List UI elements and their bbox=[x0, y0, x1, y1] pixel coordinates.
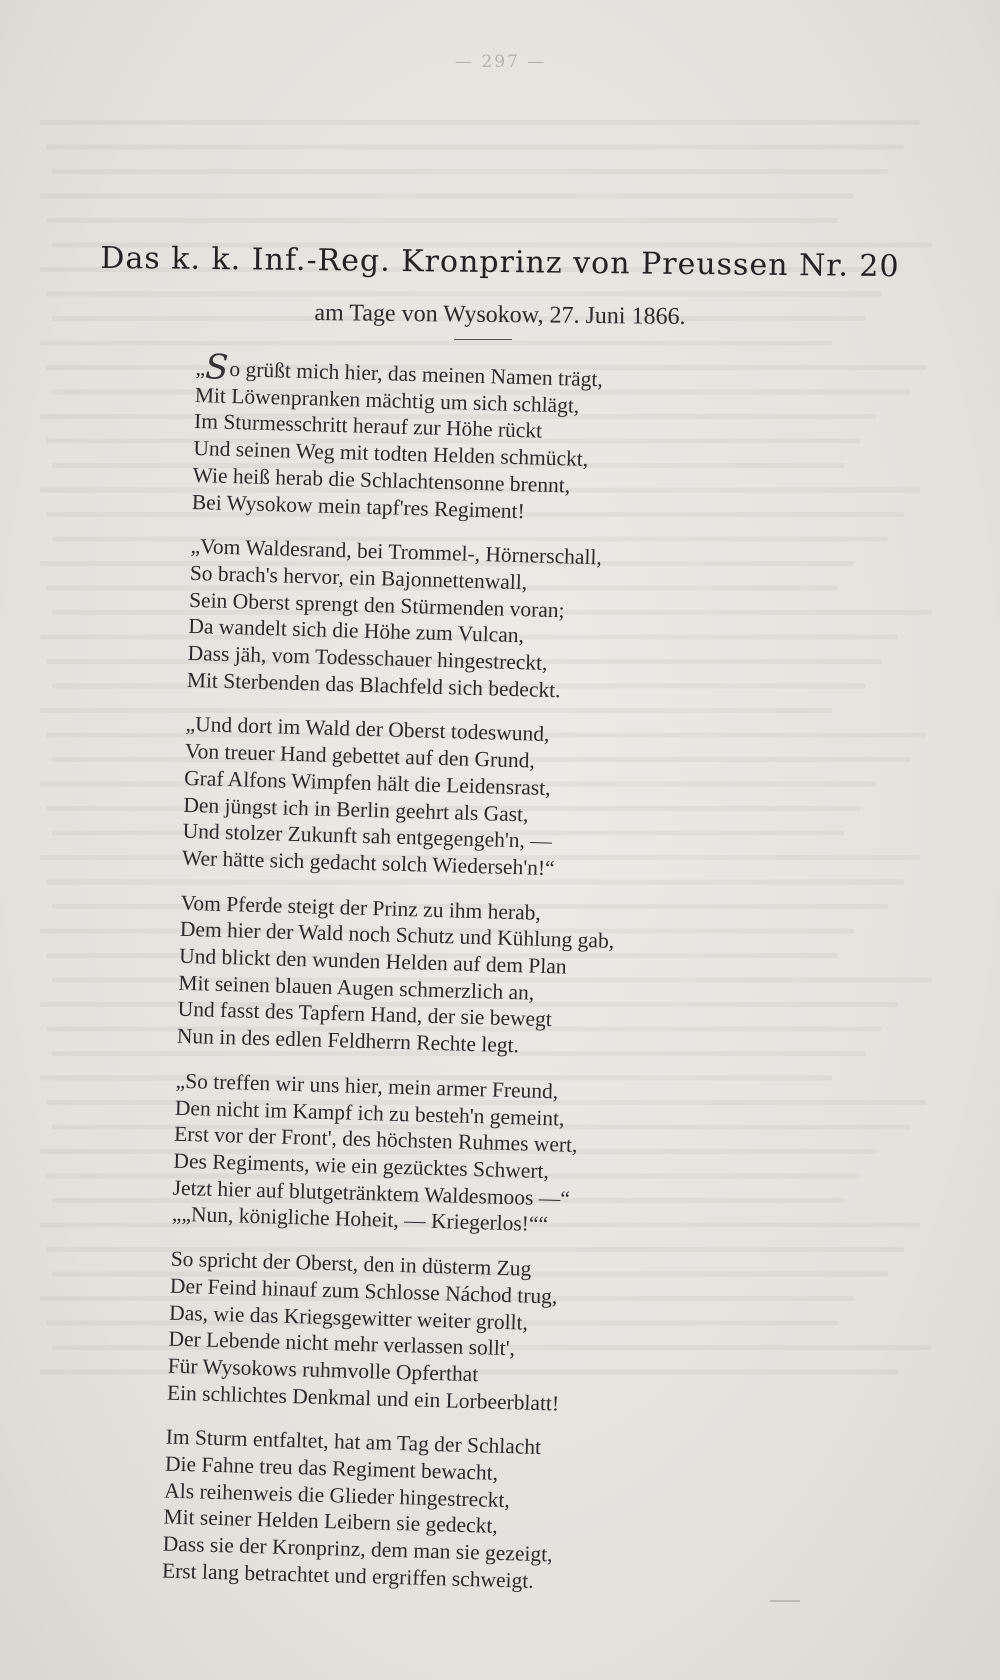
poem-stanza bbox=[191, 347, 756, 531]
poem-line-text: So spricht der Oberst, den in düsterm Zug bbox=[170, 1246, 532, 1281]
poem-line-text: Mit seinen blauen Augen schmerzlich an, bbox=[178, 970, 535, 1005]
poem-stanza bbox=[167, 1246, 731, 1422]
poem-line-text: Mit Löwenpranken mächtig um sich schlägt, bbox=[194, 382, 580, 418]
opening-quote: „ bbox=[195, 355, 206, 381]
poem-line-text: Dem hier der Wald noch Schutz und Kühlung gab, bbox=[179, 917, 615, 954]
ghost-text-line bbox=[52, 169, 888, 174]
poem-line-text: Graf Alfons Wimpfen hält die Leidensrast, bbox=[183, 765, 551, 800]
ghost-text-line bbox=[46, 145, 904, 150]
ornamental-initial: S bbox=[204, 347, 230, 388]
poem-line-text: „Vom Waldesrand, bei Trommel-, Hörnerschall, bbox=[190, 534, 603, 570]
poem-line-text: „„Nun, königliche Hoheit, — Kriegerlos!““ bbox=[171, 1202, 549, 1237]
poem-line-text: Das, wie das Kriegsgewitter weiter grollt, bbox=[168, 1300, 529, 1335]
ghost-text-line bbox=[40, 194, 854, 199]
ghost-text-line bbox=[40, 341, 832, 346]
poem-line-text: Als reihenweis die Glieder hingestreckt, bbox=[163, 1478, 511, 1512]
ghost-text-line bbox=[40, 120, 920, 125]
poem-stanza bbox=[177, 889, 741, 1065]
poem-stanza bbox=[182, 711, 746, 887]
poem-line-text: o grüßt mich hier, das meinen Namen trägt, bbox=[229, 356, 604, 392]
poem-line-text: Wie heiß herab die Schlachtensonne brennt, bbox=[192, 462, 571, 498]
poem-line-text: Dass jäh, vom Todesschauer hingestreckt, bbox=[187, 640, 548, 675]
poem-line-text: Für Wysokows ruhmvolle Opferthat bbox=[167, 1353, 479, 1387]
poem-body bbox=[161, 347, 756, 1618]
poem-line-text: Bei Wysokow mein tapf'res Regiment! bbox=[191, 489, 526, 523]
poem-line-text: Der Feind hinauf zum Schlosse Náchod trug, bbox=[169, 1273, 558, 1309]
ghost-text-line bbox=[46, 218, 838, 223]
poem-line-text: Und stolzer Zukunft sah entgegengeh'n, — bbox=[182, 819, 553, 854]
poem-line-text: So brach's hervor, ein Bajonnettenwall, bbox=[189, 560, 528, 595]
poem-line-text: Und blickt den wunden Helden auf dem Plan bbox=[178, 943, 567, 979]
poem-line-text: Wer hätte sich gedacht solch Wiederseh'n!“ bbox=[181, 845, 555, 881]
page-subtitle: am Tage von Wysokow, 27. Juni 1866. bbox=[314, 300, 686, 330]
poem-line-text: Nun in des edlen Feldherrn Rechte legt. bbox=[176, 1023, 520, 1058]
poem-stanza bbox=[172, 1068, 736, 1244]
poem-line-text: Dass sie der Kronprinz, dem man sie gezeigt, bbox=[162, 1531, 553, 1567]
title-divider bbox=[454, 339, 512, 340]
poem-line-text: Mit Sterbenden das Blachfeld sich bedeckt. bbox=[186, 667, 561, 703]
poem-line-text: Vom Pferde steigt der Prinz zu ihm herab, bbox=[180, 890, 542, 925]
poem-stanza bbox=[162, 1424, 726, 1600]
poem-line-text: „So treffen wir uns hier, mein armer Freund, bbox=[175, 1068, 559, 1104]
poem-line-text: Den nicht im Kampf ich zu besteh'n gemeint, bbox=[174, 1095, 565, 1131]
poem-line-text: Der Lebende nicht mehr verlassen sollt', bbox=[168, 1326, 516, 1361]
poem-line-text: Des Regiments, wie ein gezücktes Schwert, bbox=[173, 1148, 550, 1184]
poem-line-text: Und fasst des Tapfern Hand, der sie bewegt bbox=[177, 997, 553, 1032]
ghost-text-line bbox=[46, 292, 882, 297]
poem-line-text: Da wandelt sich die Höhe zum Vulcan, bbox=[188, 614, 525, 648]
page-number: — 297 — bbox=[455, 52, 547, 72]
poem-line-text: Im Sturm entfaltet, hat am Tag der Schlacht bbox=[165, 1424, 542, 1460]
poem-line-text: Erst lang betrachtet und ergriffen schweigt. bbox=[161, 1558, 534, 1593]
poem-line-text: Von treuer Hand gebettet auf den Grund, bbox=[184, 738, 536, 773]
poem-line-text: Im Sturmesschritt herauf zur Höhe rückt bbox=[193, 409, 543, 444]
footer-mark bbox=[770, 1600, 800, 1602]
poem-line-text: Die Fahne treu das Regiment bewacht, bbox=[164, 1451, 499, 1485]
poem-stanza bbox=[187, 533, 751, 709]
poem-line-text: Ein schlichtes Denkmal und ein Lorbeerblatt! bbox=[166, 1380, 560, 1416]
poem-line-text: Sein Oberst sprengt den Stürmenden voran; bbox=[188, 587, 565, 623]
poem-line-text: Den jüngst ich in Berlin geehrt als Gast, bbox=[183, 792, 529, 827]
poem-line-text: Mit seiner Helden Leibern sie gedeckt, bbox=[163, 1504, 499, 1539]
page-title: Das k. k. Inf.-Reg. Kronprinz von Preussen Nr. 20 bbox=[100, 240, 900, 285]
poem-line-text: Erst vor der Front', des höchsten Ruhmes wert, bbox=[173, 1121, 578, 1158]
poem-line-text: Und seinen Weg mit todten Helden schmückt, bbox=[193, 436, 589, 472]
poem-line-text: Jetzt hier auf blutgetränktem Waldesmoos —“ bbox=[172, 1175, 571, 1211]
poem-line-text: „Und dort im Wald der Oberst todeswund, bbox=[185, 712, 550, 747]
